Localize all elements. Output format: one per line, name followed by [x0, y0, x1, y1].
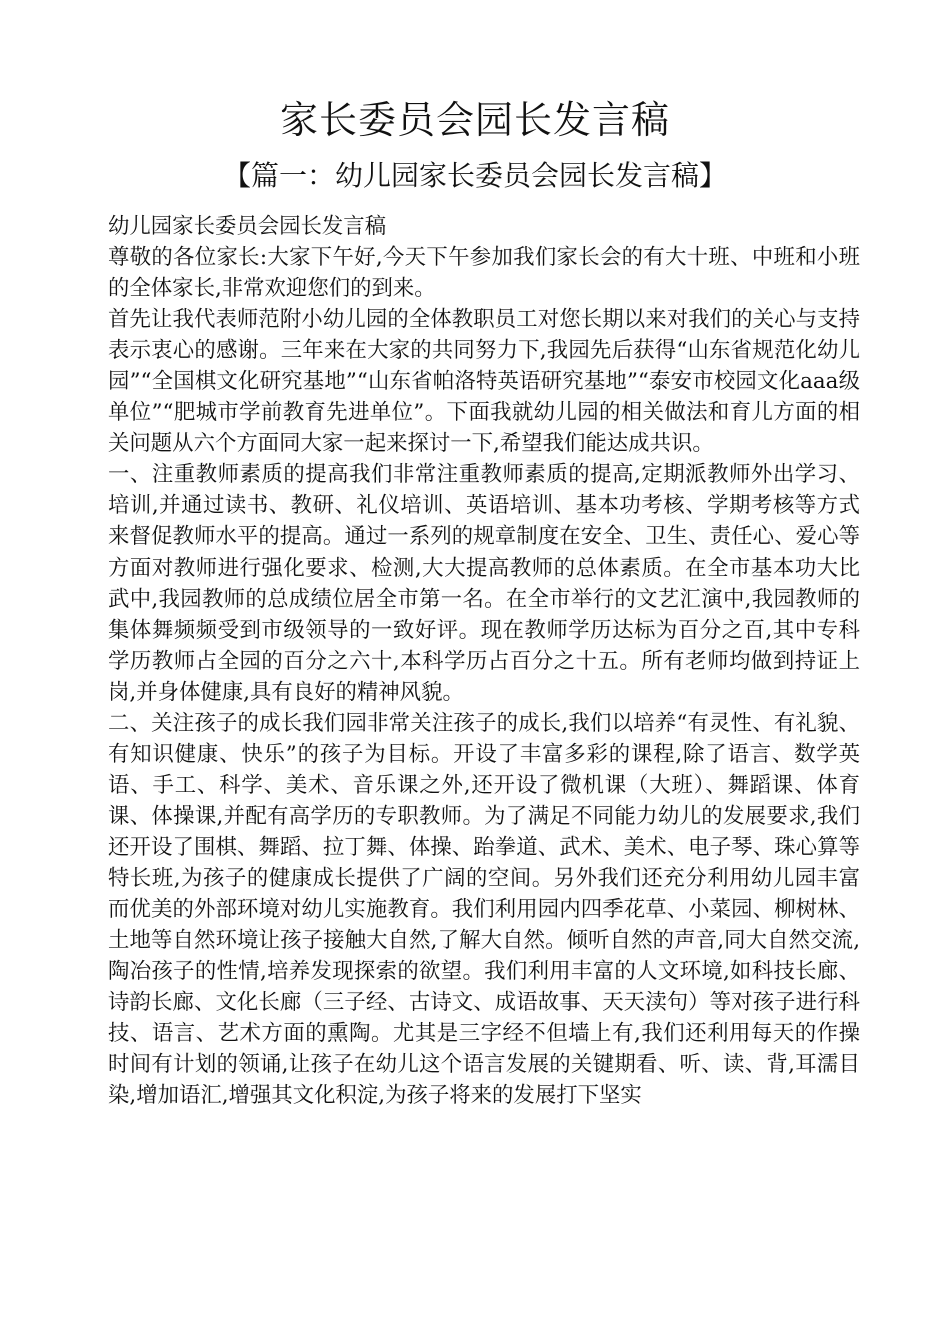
document-title: 家长委员会园长发言稿 — [279, 98, 670, 142]
document-subtitle: 【篇一：幼儿园家长委员会园长发言稿】 — [222, 159, 727, 192]
paragraph-greeting: 尊敬的各位家长:大家下午好,今天下午参加我们家长会的有大十班、中班和小班的全体家长,非常欢迎您们的到来。 — [108, 245, 860, 302]
paragraph-heading: 幼儿园家长委员会园长发言稿 — [108, 214, 387, 239]
paragraph-thanks: 首先让我代表师范附小幼儿园的全体教职员工对您长期以来对我们的关心与支持表示衷心的感谢。三年来在大家的共同努力下,我园先后获得“山东省规范化幼儿园”“全国棋文化研究基地”“山东省帕洛特英语研究基地”“泰安市校园文化aaa级单位”“肥城市学前教育先进单位”。下面我就幼儿园的相关做法和育儿方面的相关问题从六个方面同大家一起来探讨一下,希望我们能达成共识。 — [108, 307, 860, 457]
document-body — [108, 211, 860, 1111]
paragraph-section-one: 一、注重教师素质的提高我们非常注重教师素质的提高,定期派教师外出学习、培训,并通过读书、教研、礼仪培训、英语培训、基本功考核、学期考核等方式来督促教师水平的提高。通过一系列的规章制度在安全、卫生、责任心、爱心等方面对教师进行强化要求、检测,大大提高教师的总体素质。在全市基本功大比武中,我园教师的总成绩位居全市第一名。在全市举行的文艺汇演中,我园教师的集体舞频频受到市级领导的一致好评。现在教师学历达标为百分之百,其中专科学历教师占全园的百分之六十,本科学历占百分之十五。所有老师均做到持证上岗,并身体健康,具有良好的精神风貌。 — [108, 462, 860, 705]
paragraph-section-two: 二、关注孩子的成长我们园非常关注孩子的成长,我们以培养“有灵性、有礼貌、有知识健康、快乐”的孩子为目标。开设了丰富多彩的课程,除了语言、数学英语、手工、科学、美术、音乐课之外,还开设了微机课（大班）、舞蹈课、体育课、体操课,并配有高学历的专职教师。为了满足不同能力幼儿的发展要求,我们还开设了围棋、舞蹈、拉丁舞、体操、跆拳道、武术、美术、电子琴、珠心算等特长班,为孩子的健康成长提供了广阔的空间。另外我们还充分利用幼儿园丰富而优美的外部环境对幼儿实施教育。我们利用园内四季花草、小菜园、柳树林、土地等自然环境让孩子接触大自然,了解大自然。倾听自然的声音,同大自然交流,陶冶孩子的性情,培养发现探索的欲望。我们利用丰富的人文环境,如科技长廊、诗韵长廊、文化长廊（三子经、古诗文、成语故事、天天渎句）等对孩子进行科技、语言、艺术方面的熏陶。尤其是三字经不但墙上有,我们还利用每天的作操时间有计划的领诵,让孩子在幼儿这个语言发展的关键期看、听、读、背,耳濡目染,增加语汇,增强其文化积淀,为孩子将来的发展打下坚实 — [108, 710, 860, 1109]
